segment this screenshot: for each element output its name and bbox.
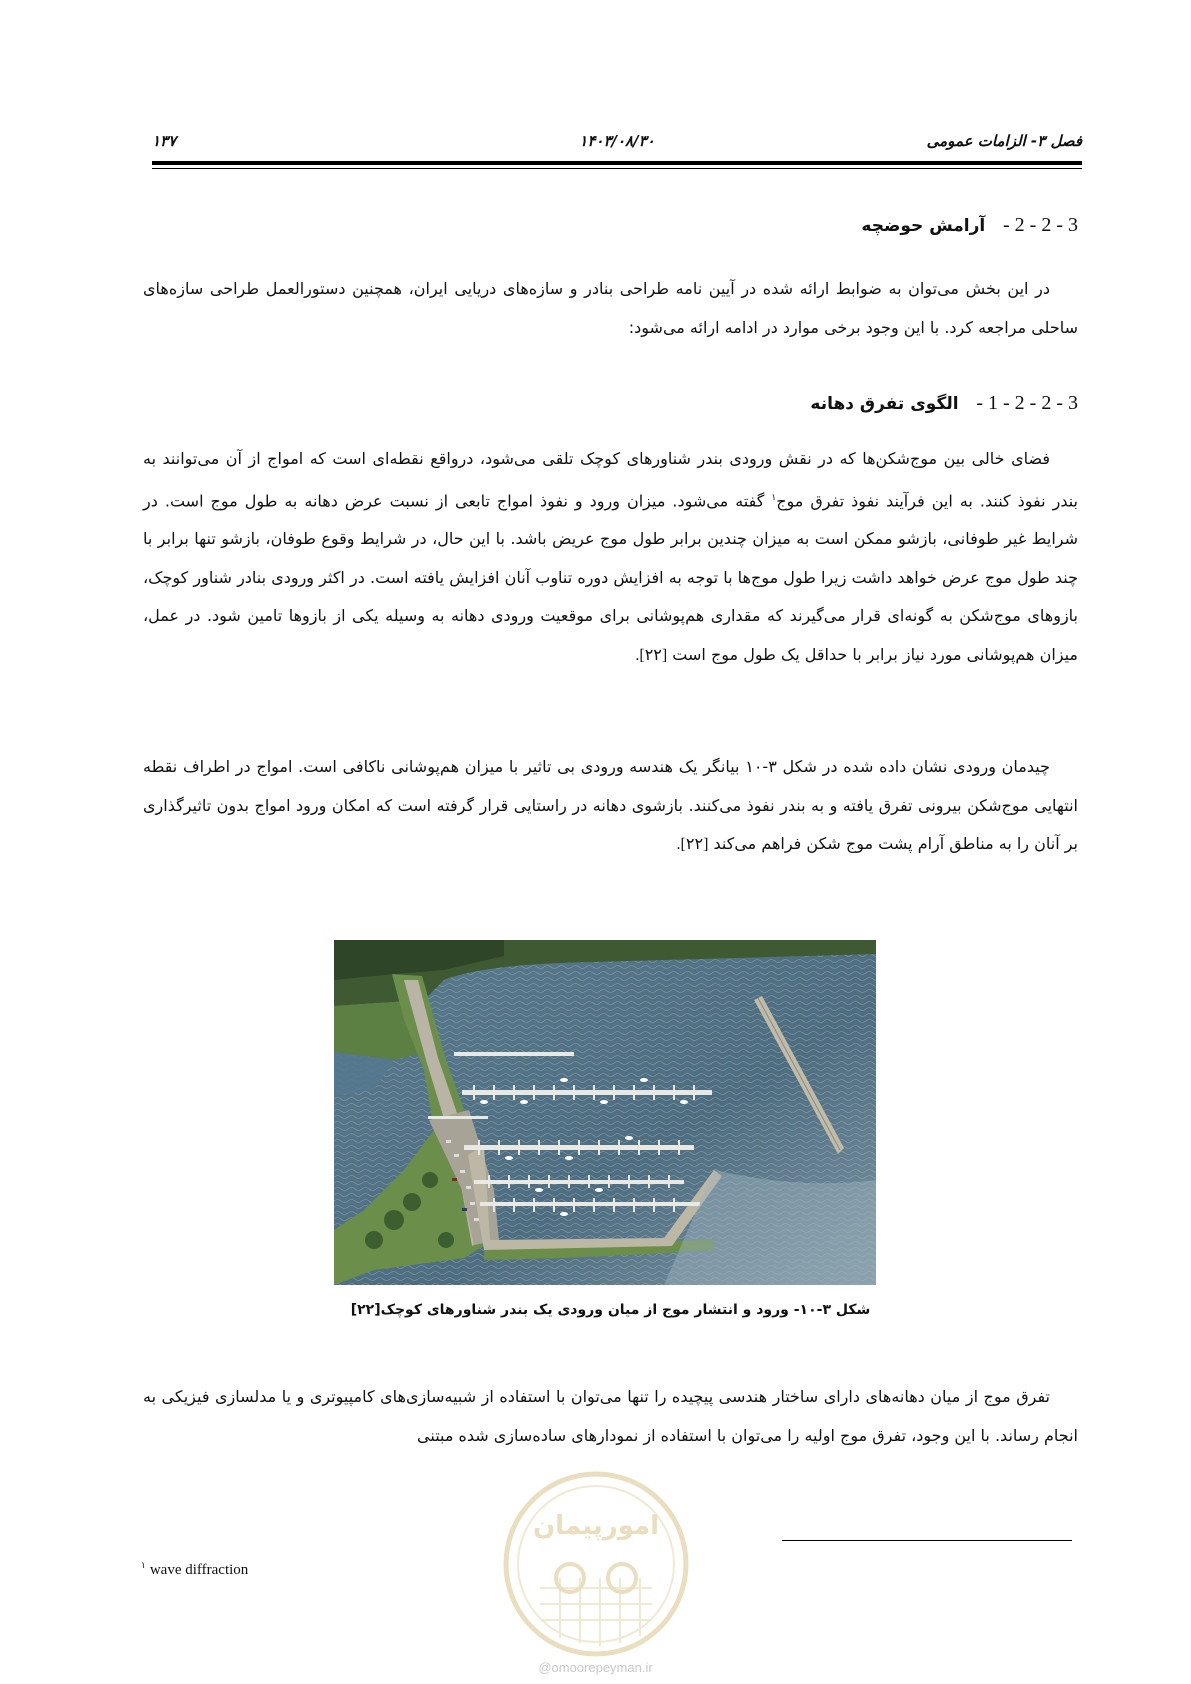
footnote [141, 1560, 248, 1579]
header-rule-thick [152, 161, 1082, 165]
paragraph-1-part-b: گفته می‌شود. میزان ورود و نفوذ امواج تابعی از نسبت عرض دهانه به طول موج است. در شرایط غیر طوفانی، بازشو ممکن است به میزان چندین برابر طول موج عریض باشد. با این حال، در شرایط وقوع طوفان، بازشو تنها برابر با چند طول موج عرض خواهد داشت زیرا طول موج‌ها با توجه به افزایش دوره تناوب آنان افزایش یافته است. در اکثر ورودی بنادر شناور کوچک، بازوهای موج‌شکن به گونه‌ای قرار می‌گیرند که مقداری هم‌پوشانی برای موقعیت ورودی دهانه به وسیله یکی از بازوها تامین شود. در عمل، میزان هم‌پوشانی مورد نیاز برابر با حداقل یک طول موج است [143, 490, 1078, 664]
footnote-text: wave diffraction [149, 1562, 249, 1578]
subsection-number: 3 - 2 - 2 - 1 - [976, 392, 1078, 414]
footnote-reference[interactable]: ۱ [771, 492, 777, 503]
paragraph-1-part-a: فضای خالی بین موج‌شکن‌ها که در نقش ورودی بندر شناورهای کوچک تلقی می‌شود، درواقع نقطه‌ای است که امواج از آن می‌توانند به بندر نفوذ کنند. به این فرآیند نفوذ تفرق موج [143, 449, 1079, 510]
section-heading [143, 214, 1078, 237]
section-intro-paragraph: در این بخش می‌توان به ضوابط ارائه شده در آیین نامه طراحی بنادر و سازه‌های دریایی ایران، همچنین دستورالعمل طراحی سازه‌های ساحلی مراجعه کرد. با این وجود برخی موارد در ادامه ارائه می‌شود: [143, 279, 1078, 337]
chapter-title: فصل ۳- الزامات عمومی [926, 132, 1082, 150]
watermark-site: @omoorepeyman.ir [538, 1660, 653, 1675]
header-date: ۱۴۰۳/۰۸/۳۰ [579, 132, 655, 150]
section-number: 3 - 2 - 2 - [1002, 214, 1078, 236]
paragraph-figure-description [143, 748, 1078, 865]
subsection-title: الگوی تفرق دهانه [810, 394, 959, 414]
closing-paragraph: تفرق موج از میان دهانه‌های دارای ساختار هندسی پیچیده را تنها می‌توان با استفاده از شبیه‌سازی‌های کامپیوتری و یا مدلسازی فیزیکی به انجام رساند. با این وجود، تفرق موج اولیه را می‌توان با استفاده از نمودارهای ساده‌سازی شده مبتنی [143, 1387, 1078, 1445]
subsection-heading [143, 392, 1078, 415]
page-header [152, 128, 1082, 156]
watermark-logo-text: امورپیمان [532, 1511, 660, 1541]
footnote-separator [782, 1540, 1072, 1541]
harbor-aerial-photo [334, 940, 876, 1285]
section-title: آرامش حوضچه [861, 216, 986, 236]
citation-22: [۲۲]. [676, 836, 709, 853]
figure-caption: شکل ۳-۱۰- ورود و انتشار موج از میان ورودی یک بندر شناورهای کوچک[۲۲] [350, 1302, 871, 1318]
paragraph-2-text: چیدمان ورودی نشان داده شده در شکل ۳-۱۰ بیانگر یک هندسه ورودی بی تاثیر با میزان هم‌پوشانی ناکافی است. امواج در اطراف نقطه انتهایی موج‌شکن بیرونی تفرق یافته و به بندر نفوذ می‌کنند. بازشوی دهانه در راستایی قرار گرفته است که امکان ورود امواج بدون تاثیرگذاری بر آنان را به مناطق آرام پشت موج شکن فراهم می‌کند [143, 757, 1078, 853]
paragraph-entrance-diffraction [143, 440, 1078, 675]
page-number: ۱۳۷ [152, 132, 177, 150]
header-rule-thin [152, 168, 1082, 169]
watermark-logo [500, 1468, 692, 1660]
footnote-mark: ۱ [141, 1560, 146, 1570]
citation-22: [۲۲]. [635, 646, 668, 664]
